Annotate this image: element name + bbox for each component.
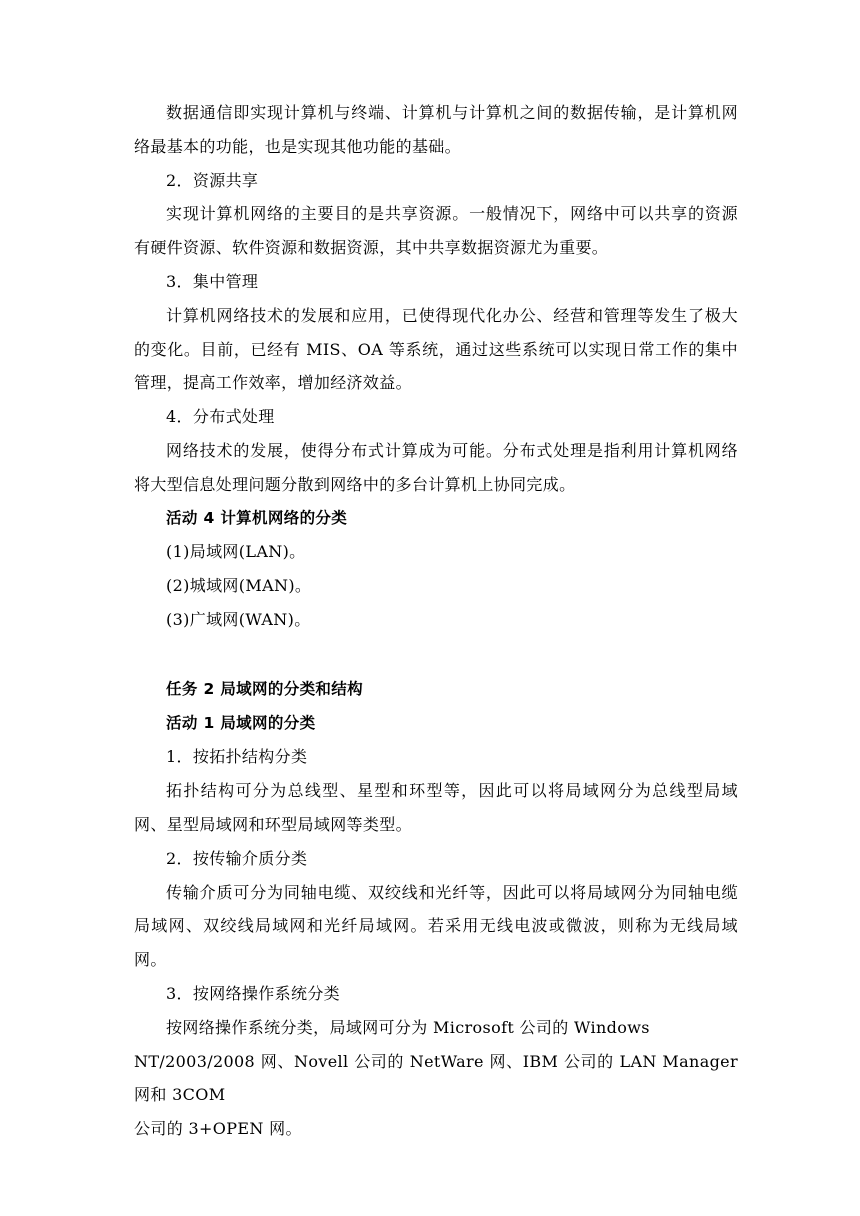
paragraph-distributed-processing: 网络技术的发展，使得分布式计算成为可能。分布式处理是指利用计算机网络将大型信息处理问题分散到网络中的多台计算机上协同完成。	[134, 440, 738, 494]
heading-by-transmission-media: 2．按传输介质分类	[166, 848, 308, 868]
heading-task-2: 任务 2 局域网的分类和结构	[166, 679, 363, 698]
paragraph-resource-sharing: 实现计算机网络的主要目的是共享资源。一般情况下，网络中可以共享的资源有硬件资源、软件资源和数据资源，其中共享数据资源尤为重要。	[134, 204, 738, 258]
heading-centralized-management: 3．集中管理	[166, 271, 259, 291]
section-gap	[134, 637, 738, 673]
heading-activity-4: 活动 4 计算机网络的分类	[166, 508, 348, 527]
heading-by-topology: 1．按拓扑结构分类	[166, 747, 308, 767]
list-item-lan: (1)局域网(LAN)。	[166, 542, 306, 562]
paragraph-topology: 拓扑结构可分为总线型、星型和环型等，因此可以将局域网分为总线型局域网、星型局域网和环型局域网等类型。	[134, 781, 738, 834]
list-item-man: (2)城域网(MAN)。	[166, 576, 312, 596]
paragraph-network-os-line-2: NT/2003/2008 网、Novell 公司的 NetWare 网、IBM 公司的 LAN Manager 网和 3COM	[134, 1051, 738, 1105]
paragraph-centralized-management: 计算机网络技术的发展和应用，已使得现代化办公、经营和管理等发生了极大的变化。目前，已经有 MIS、OA 等系统，通过这些系统可以实现日常工作的集中管理，提高工作效率，增加经济效益。	[134, 305, 738, 393]
paragraph-network-os-line-1: 按网络操作系统分类，局域网可分为 Microsoft 公司的 Windows	[166, 1017, 650, 1037]
heading-resource-sharing: 2．资源共享	[166, 170, 259, 190]
paragraph-network-os-line-3: 公司的 3+OPEN 网。	[134, 1119, 302, 1139]
paragraph-transmission-media: 传输介质可分为同轴电缆、双绞线和光纤等，因此可以将局域网分为同轴电缆局域网、双绞线局域网和光纤局域网。若采用无线电波或微波，则称为无线局域网。	[134, 882, 738, 970]
paragraph-data-communication: 数据通信即实现计算机与终端、计算机与计算机之间的数据传输，是计算机网络最基本的功能，也是实现其他功能的基础。	[134, 103, 738, 156]
document-page	[134, 96, 738, 1146]
heading-activity-1: 活动 1 局域网的分类	[166, 713, 316, 732]
heading-by-network-os: 3．按网络操作系统分类	[166, 983, 341, 1003]
heading-distributed-processing: 4．分布式处理	[166, 407, 275, 427]
list-item-wan: (3)广域网(WAN)。	[166, 609, 311, 629]
